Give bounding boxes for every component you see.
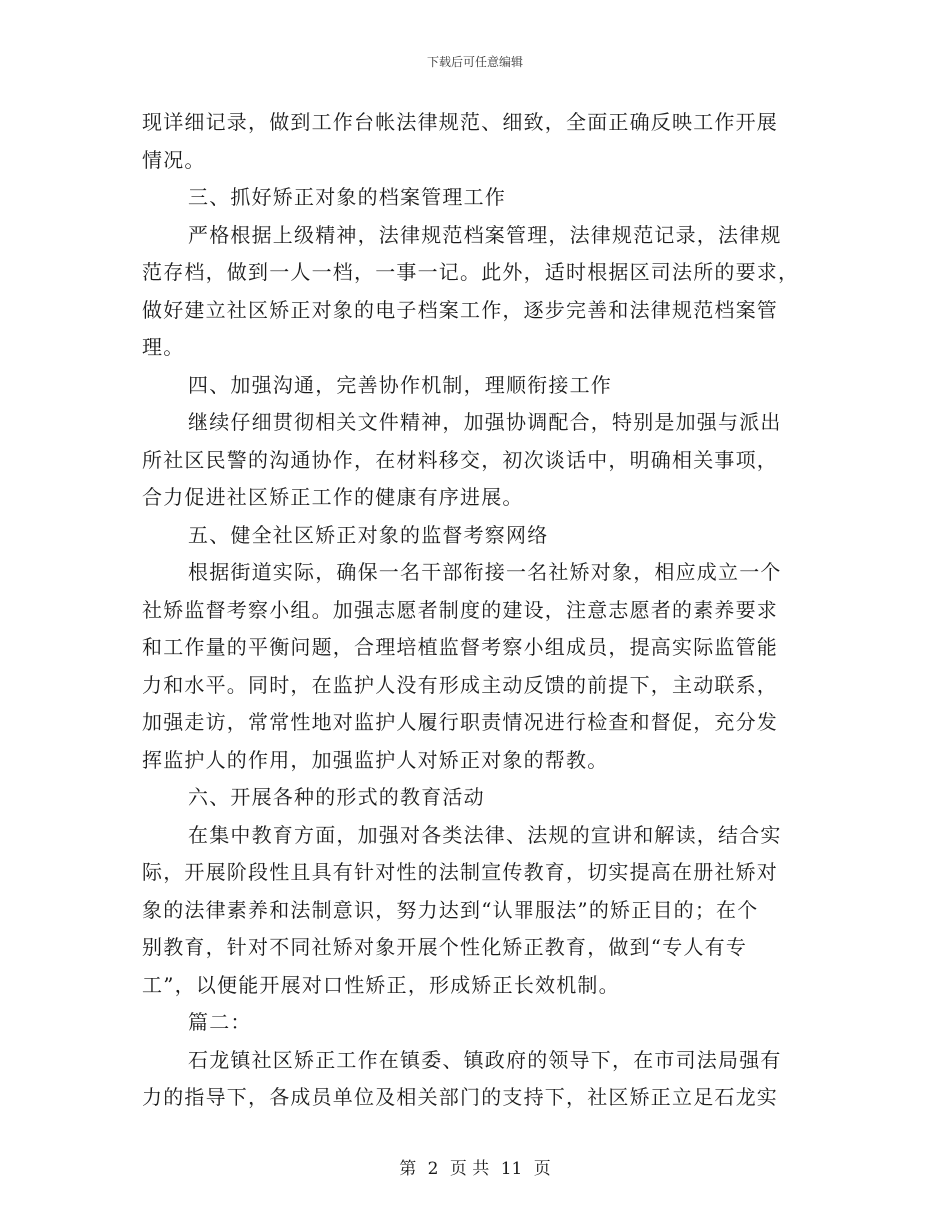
footer-current-page: 2 bbox=[427, 1159, 439, 1179]
text-line: 和工作量的平衡问题，合理培植监督考察小组成员，提高实际监管能 bbox=[142, 635, 778, 659]
text-line: 在集中教育方面，加强对各类法律、法规的宣讲和解读，结合实 bbox=[188, 822, 782, 847]
text-line: 石龙镇社区矫正工作在镇委、镇政府的领导下，在市司法局强有 bbox=[188, 1047, 782, 1072]
text-line: 严格根据上级精神，法律规范档案管理，法律规范记录，法律规 bbox=[188, 222, 782, 247]
text-line: 三、抓好矫正对象的档案管理工作 bbox=[188, 185, 506, 209]
text-line: 际，开展阶段性且具有针对性的法制宣传教育，切实提高在册社矫对 bbox=[142, 860, 778, 884]
text-line: 象的法律素养和法制意识，努力达到“认罪服法”的矫正目的；在个 bbox=[142, 897, 759, 922]
footer-total-pages: 11 bbox=[500, 1159, 523, 1179]
text-line: 六、开展各种的形式的教育活动 bbox=[188, 785, 485, 809]
text-line: 别教育，针对不同社矫对象开展个性化矫正教育，做到“专人有专 bbox=[142, 935, 748, 959]
text-line: 加强走访，常常性地对监护人履行职责情况进行检查和督促，充分发 bbox=[142, 710, 778, 734]
text-line: 范存档，做到一人一档，一事一记。此外，适时根据区司法所的要求， bbox=[142, 260, 800, 284]
text-line: 工”，以便能开展对口性矫正，形成矫正长效机制。 bbox=[142, 972, 620, 997]
text-line: 做好建立社区矫正对象的电子档案工作，逐步完善和法律规范档案管 bbox=[142, 297, 778, 322]
text-line: 篇二： bbox=[188, 1010, 252, 1034]
text-line: 五、健全社区矫正对象的监督考察网络 bbox=[188, 522, 549, 547]
text-line: 根据街道实际，确保一名干部衔接一名社矫对象，相应成立一个 bbox=[188, 560, 782, 584]
text-line: 力和水平。同时，在监护人没有形成主动反馈的前提下，主动联系， bbox=[142, 672, 778, 697]
text-line: 继续仔细贯彻相关文件精神，加强协调配合，特别是加强与派出 bbox=[188, 410, 782, 434]
footer-middle: 页 共 bbox=[449, 1159, 490, 1179]
page-footer bbox=[0, 1154, 950, 1179]
text-line: 合力促进社区矫正工作的健康有序进展。 bbox=[142, 485, 524, 509]
text-line: 情况。 bbox=[142, 147, 206, 172]
footer-prefix: 第 bbox=[399, 1159, 417, 1179]
document-body bbox=[142, 104, 807, 1117]
text-line: 所社区民警的沟通协作，在材料移交，初次谈话中，明确相关事项， bbox=[142, 447, 778, 472]
text-line: 挥监护人的作用，加强监护人对矫正对象的帮教。 bbox=[142, 747, 609, 772]
text-line: 理。 bbox=[142, 335, 185, 359]
footer-suffix: 页 bbox=[533, 1159, 551, 1179]
text-line: 力的指导下，各成员单位及相关部门的支持下，社区矫正立足石龙实 bbox=[142, 1085, 778, 1109]
text-line: 社矫监督考察小组。加强志愿者制度的建设，注意志愿者的素养要求 bbox=[142, 597, 778, 622]
page-header: 下载后可任意编辑 bbox=[426, 55, 523, 69]
text-line: 现详细记录，做到工作台帐法律规范、细致，全面正确反映工作开展 bbox=[142, 110, 778, 134]
text-line: 四、加强沟通，完善协作机制，理顺衔接工作 bbox=[188, 372, 612, 397]
